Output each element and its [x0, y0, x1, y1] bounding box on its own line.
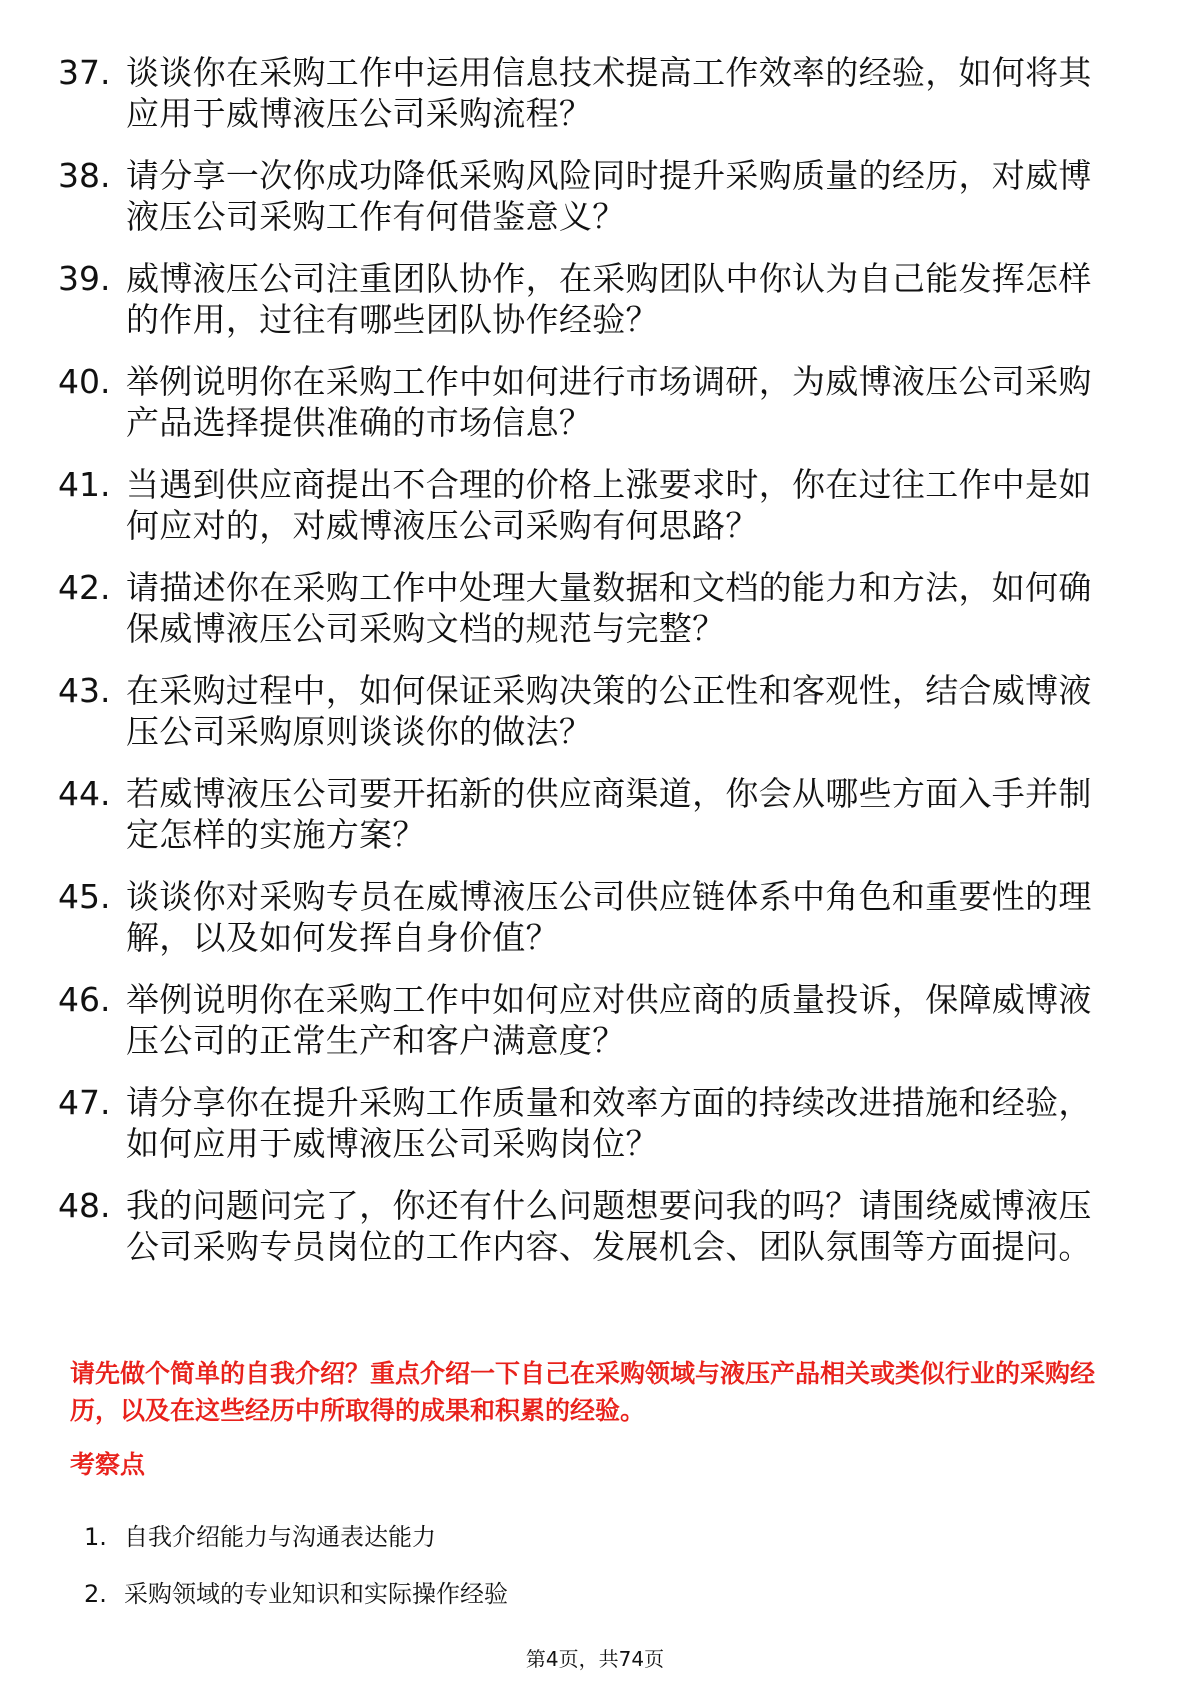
question-item-42 — [58, 567, 1118, 649]
question-text: 在采购过程中，如何保证采购决策的公正性和客观性，结合威博液压公司采购原则谈谈你的做法？ — [126, 671, 1092, 751]
question-text: 我的问题问完了，你还有什么问题想要问我的吗？请围绕威博液压公司采购专员岗位的工作内容、发展机会、团队氛围等方面提问。 — [126, 1186, 1092, 1266]
question-item-48 — [58, 1185, 1118, 1267]
question-item-41 — [58, 464, 1118, 546]
question-number: 44. — [58, 774, 111, 813]
question-list — [58, 52, 1118, 1288]
question-text: 请分享一次你成功降低采购风险同时提升采购质量的经历，对威博液压公司采购工作有何借鉴意义？ — [126, 156, 1092, 236]
point-number: 1. — [84, 1523, 107, 1551]
question-item-43 — [58, 670, 1118, 752]
question-text: 谈谈你在采购工作中运用信息技术提高工作效率的经验，如何将其应用于威博液压公司采购流程？ — [126, 53, 1092, 133]
question-number: 48. — [58, 1186, 111, 1225]
point-number: 2. — [84, 1580, 107, 1608]
question-number: 39. — [58, 259, 111, 298]
question-item-39 — [58, 258, 1118, 340]
evaluation-point-item — [84, 1577, 508, 1611]
question-text: 当遇到供应商提出不合理的价格上涨要求时，你在过往工作中是如何应对的，对威博液压公司采购有何思路？ — [126, 465, 1092, 545]
question-number: 38. — [58, 156, 111, 195]
question-text: 请描述你在采购工作中处理大量数据和文档的能力和方法，如何确保威博液压公司采购文档的规范与完整？ — [126, 568, 1092, 648]
question-number: 47. — [58, 1083, 111, 1122]
page-footer: 第4页，共74页 — [525, 1647, 665, 1671]
evaluation-point-item — [84, 1520, 508, 1554]
question-number: 43. — [58, 671, 111, 710]
question-number: 37. — [58, 53, 111, 92]
question-number: 46. — [58, 980, 111, 1019]
evaluation-point-list — [84, 1520, 508, 1634]
section-title: 考察点 — [70, 1450, 146, 1479]
question-number: 42. — [58, 568, 111, 607]
question-number: 41. — [58, 465, 111, 504]
question-text: 威博液压公司注重团队协作，在采购团队中你认为自己能发挥怎样的作用，过往有哪些团队协作经验？ — [126, 259, 1092, 339]
question-text: 举例说明你在采购工作中如何进行市场调研，为威博液压公司采购产品选择提供准确的市场信息？ — [126, 362, 1092, 442]
question-item-47 — [58, 1082, 1118, 1164]
question-item-44 — [58, 773, 1118, 855]
question-text: 若威博液压公司要开拓新的供应商渠道，你会从哪些方面入手并制定怎样的实施方案？ — [126, 774, 1092, 854]
question-text: 谈谈你对采购专员在威博液压公司供应链体系中角色和重要性的理解，以及如何发挥自身价值？ — [126, 877, 1092, 957]
point-text: 采购领域的专业知识和实际操作经验 — [124, 1580, 508, 1608]
question-item-45 — [58, 876, 1118, 958]
question-item-40 — [58, 361, 1118, 443]
question-item-37 — [58, 52, 1118, 134]
question-text: 举例说明你在采购工作中如何应对供应商的质量投诉，保障威博液压公司的正常生产和客户满意度？ — [126, 980, 1092, 1060]
question-item-38 — [58, 155, 1118, 237]
question-number: 40. — [58, 362, 111, 401]
question-item-46 — [58, 979, 1118, 1061]
question-number: 45. — [58, 877, 111, 916]
point-text: 自我介绍能力与沟通表达能力 — [124, 1523, 436, 1551]
highlight-question: 请先做个简单的自我介绍？重点介绍一下自己在采购领域与液压产品相关或类似行业的采购经历，以及在这些经历中所取得的成果和积累的经验。 — [70, 1359, 1096, 1425]
question-text: 请分享你在提升采购工作质量和效率方面的持续改进措施和经验，如何应用于威博液压公司采购岗位？ — [126, 1083, 1092, 1163]
